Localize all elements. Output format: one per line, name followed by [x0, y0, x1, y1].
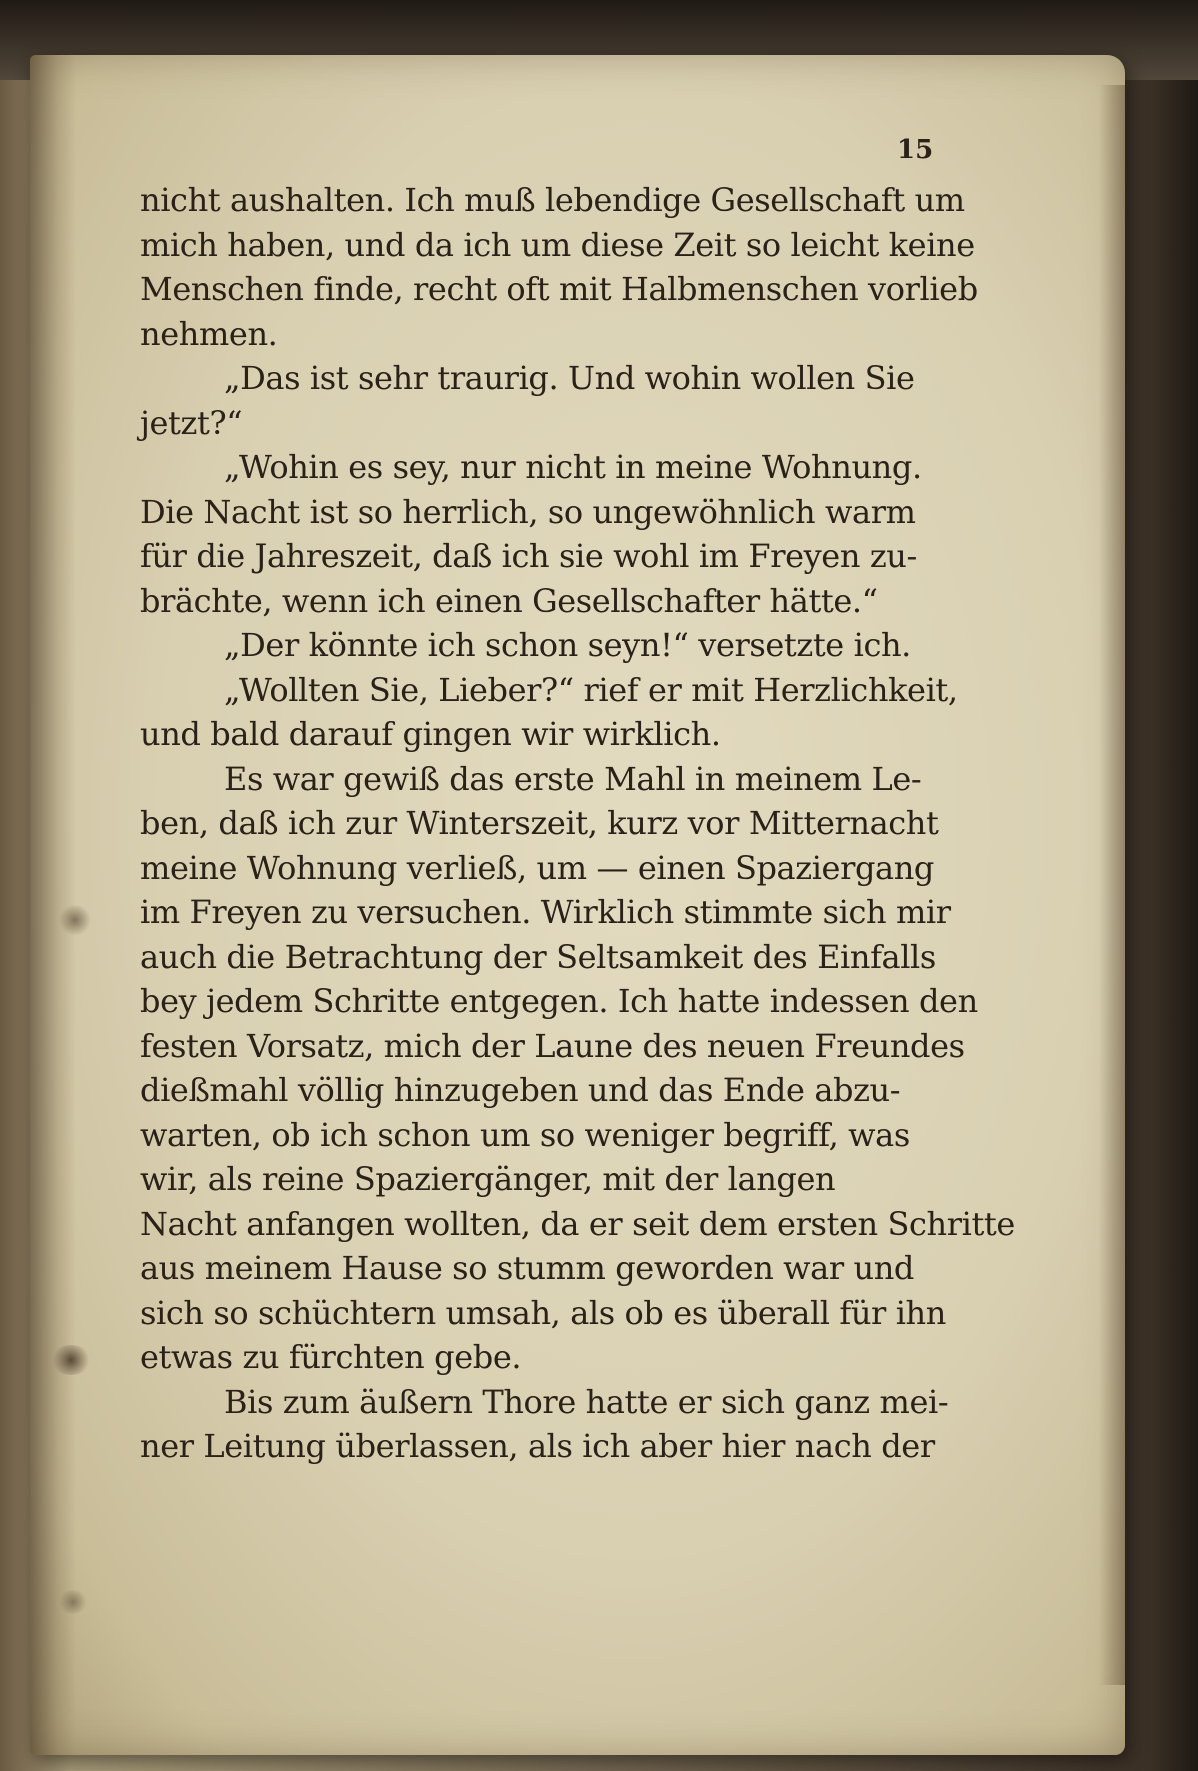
text-line: warten, ob ich schon um so weniger begriff, was	[140, 1115, 910, 1154]
text-line: und bald darauf gingen wir wirklich.	[140, 715, 721, 753]
text-line: Die Nacht ist so herrlich, so ungewöhnlich warm	[140, 492, 916, 531]
text-line: Bis zum äußern Thore hatte er sich ganz mei-	[224, 1382, 949, 1421]
text-line: „Das ist sehr traurig. Und wohin wollen Sie	[224, 359, 915, 397]
text-line: bey jedem Schritte entgegen. Ich hatte indessen den	[140, 982, 978, 1020]
text-line: dießmahl völlig hinzugeben und das Ende abzu-	[140, 1071, 901, 1109]
text-line: Es war gewiß das erste Mahl in meinem Le-	[224, 759, 922, 798]
text-line: mich haben, und da ich um diese Zeit so leicht keine	[140, 225, 975, 264]
text-line: ner Leitung überlassen, als ich aber hier nach der	[140, 1427, 935, 1465]
text-line: nicht aushalten. Ich muß lebendige Gesellschaft um	[140, 181, 965, 219]
page-number: 15	[897, 135, 934, 165]
text-line: Menschen finde, recht oft mit Halbmenschen vorlieb	[140, 270, 978, 308]
page-stain	[50, 1345, 92, 1375]
text-line: auch die Betrachtung der Seltsamkeit des Einfalls	[140, 937, 936, 976]
page-stain	[58, 1590, 88, 1614]
page-stain	[58, 905, 92, 935]
text-line: aus meinem Hause so stumm geworden war und	[140, 1249, 915, 1287]
text-line: meine Wohnung verließ, um — einen Spaziergang	[140, 848, 935, 887]
text-line: wir, als reine Spaziergänger, mit der langen	[140, 1160, 836, 1198]
text-line: festen Vorsatz, mich der Laune des neuen Freundes	[140, 1026, 965, 1065]
text-line: Nacht anfangen wollten, da er seit dem ersten Schritte	[140, 1204, 1015, 1243]
text-line: „Wollten Sie, Lieber?“ rief er mit Herzlichkeit,	[224, 670, 958, 709]
text-line: für die Jahreszeit, daß ich sie wohl im Freyen zu-	[140, 537, 917, 575]
text-line: „Wohin es sey, nur nicht in meine Wohnung.	[224, 448, 922, 486]
text-line: etwas zu fürchten gebe.	[140, 1338, 522, 1376]
page-text	[140, 178, 1015, 1469]
text-line: „Der könnte ich schon seyn!“ versetzte ich.	[224, 626, 911, 664]
page-right-edge	[1099, 85, 1125, 1685]
text-line: im Freyen zu versuchen. Wirklich stimmte sich mir	[140, 893, 951, 931]
text-line: jetzt?“	[140, 403, 243, 442]
text-line: sich so schüchtern umsah, als ob es überall für ihn	[140, 1293, 946, 1332]
text-line: brächte, wenn ich einen Gesellschafter hätte.“	[140, 581, 878, 620]
text-line: nehmen.	[140, 314, 278, 353]
text-line: ben, daß ich zur Winterszeit, kurz vor Mitternacht	[140, 804, 939, 842]
